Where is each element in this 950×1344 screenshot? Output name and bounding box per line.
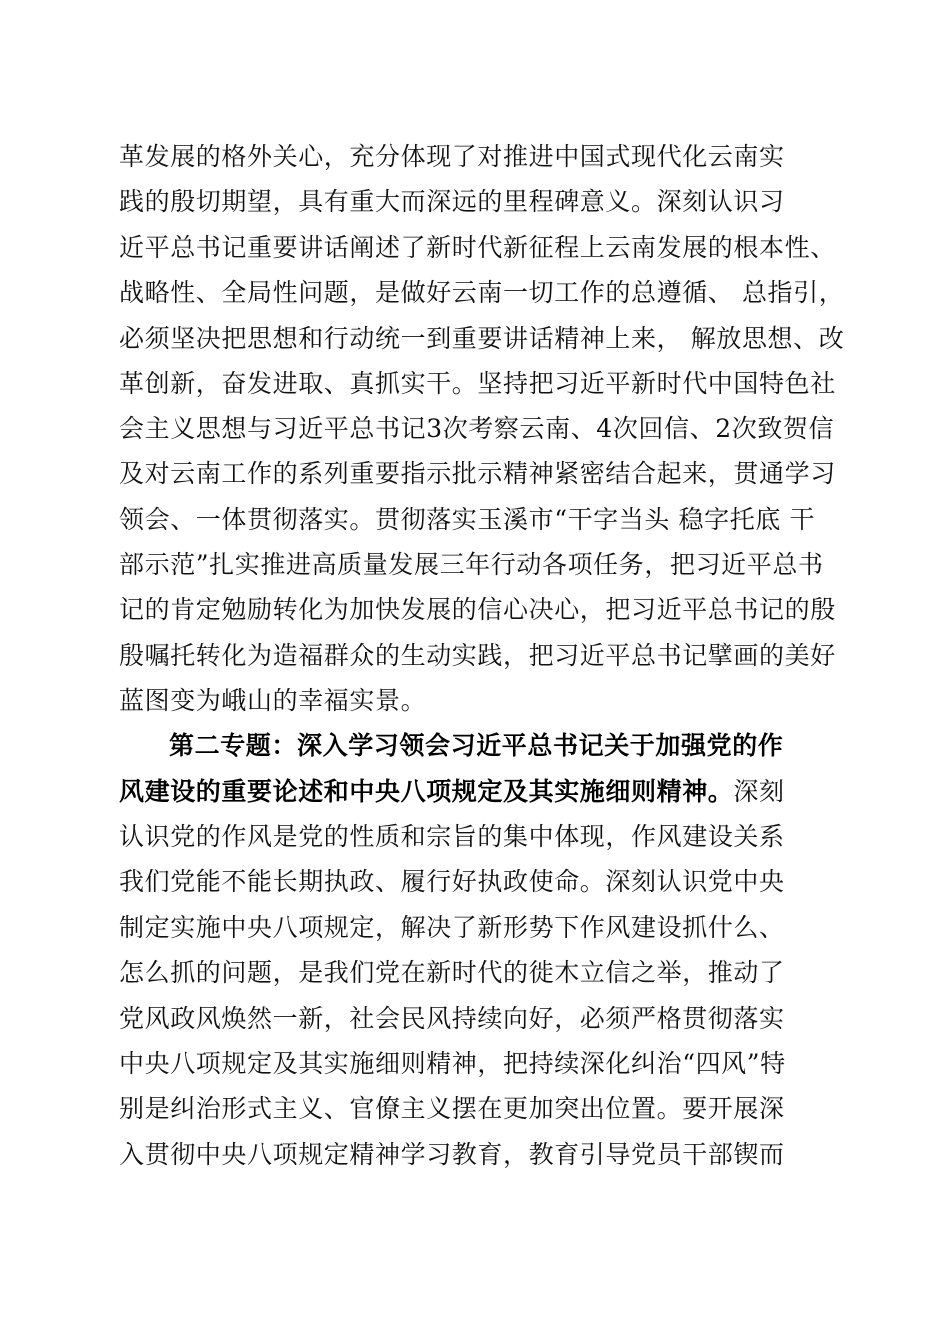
text-line: 殷嘱托转化为造福群众的生动实践，把习近平总书记擘画的美好 [119, 641, 836, 670]
text-line: 中央八项规定及其实施细则精神，把持续深化纠治“四风”特 [119, 1049, 786, 1078]
section-heading-line [119, 777, 785, 807]
text-line: 入贯彻中央八项规定精神学习教育，教育引导党员干部锲而 [119, 1140, 785, 1169]
text-line: 我们党能不能长期执政、履行好执政使命。深刻认识党中央 [119, 867, 785, 896]
text-line: 近平总书记重要讲话阐述了新时代新征程上云南发展的根本性、 [119, 233, 836, 262]
text-line: 制定实施中央八项规定，解决了新形势下作风建设抓什么、 [119, 913, 785, 942]
text-line: 会主义思想与习近平总书记3次考察云南、4次回信、2次致贺信 [119, 414, 835, 443]
text-line: 及对云南工作的系列重要指示批示精神紧密结合起来，贯通学习 [119, 459, 836, 488]
text-line: 部示范”扎实推进高质量发展三年行动各项任务，把习近平总书 [119, 550, 824, 579]
text-line: 蓝图变为峨山的幸福实景。 [119, 686, 427, 715]
text-line: 认识党的作风是党的性质和宗旨的集中体现，作风建设关系 [119, 822, 785, 851]
text-line: 别是纠治形式主义、官僚主义摆在更加突出位置。要开展深 [119, 1094, 785, 1123]
text-line: 战略性、全局性问题，是做好云南一切工作的总遵循、 总指引， [119, 278, 845, 307]
text-line: 记的肯定勉励转化为加快发展的信心决心，把习近平总书记的殷 [119, 595, 836, 624]
text-line: 党风政风焕然一新，社会民风持续向好，必须严格贯彻落实 [119, 1004, 785, 1033]
text-line: 革发展的格外关心，充分体现了对推进中国式现代化云南实 [119, 142, 785, 171]
text-line: 怎么抓的问题，是我们党在新时代的徙木立信之举，推动了 [119, 958, 785, 987]
text-run: 深刻 [733, 777, 785, 806]
text-line: 践的殷切期望，具有重大而深远的里程碑意义。深刻认识习 [119, 187, 785, 216]
text-line: 必须坚决把思想和行动统一到重要讲话精神上来， 解放思想、改 [119, 324, 845, 353]
section-heading-line: 第二专题：深入学习领会习近平总书记关于加强党的作 [169, 731, 784, 760]
text-line: 革创新，奋发进取、真抓实干。坚持把习近平新时代中国特色社 [119, 369, 836, 398]
section-heading-tail: 风建设的重要论述和中央八项规定及其实施细则精神。 [119, 777, 734, 806]
text-line: 领会、一体贯彻落实。贯彻落实玉溪市“干字当头 稳字托底 干 [119, 505, 816, 534]
